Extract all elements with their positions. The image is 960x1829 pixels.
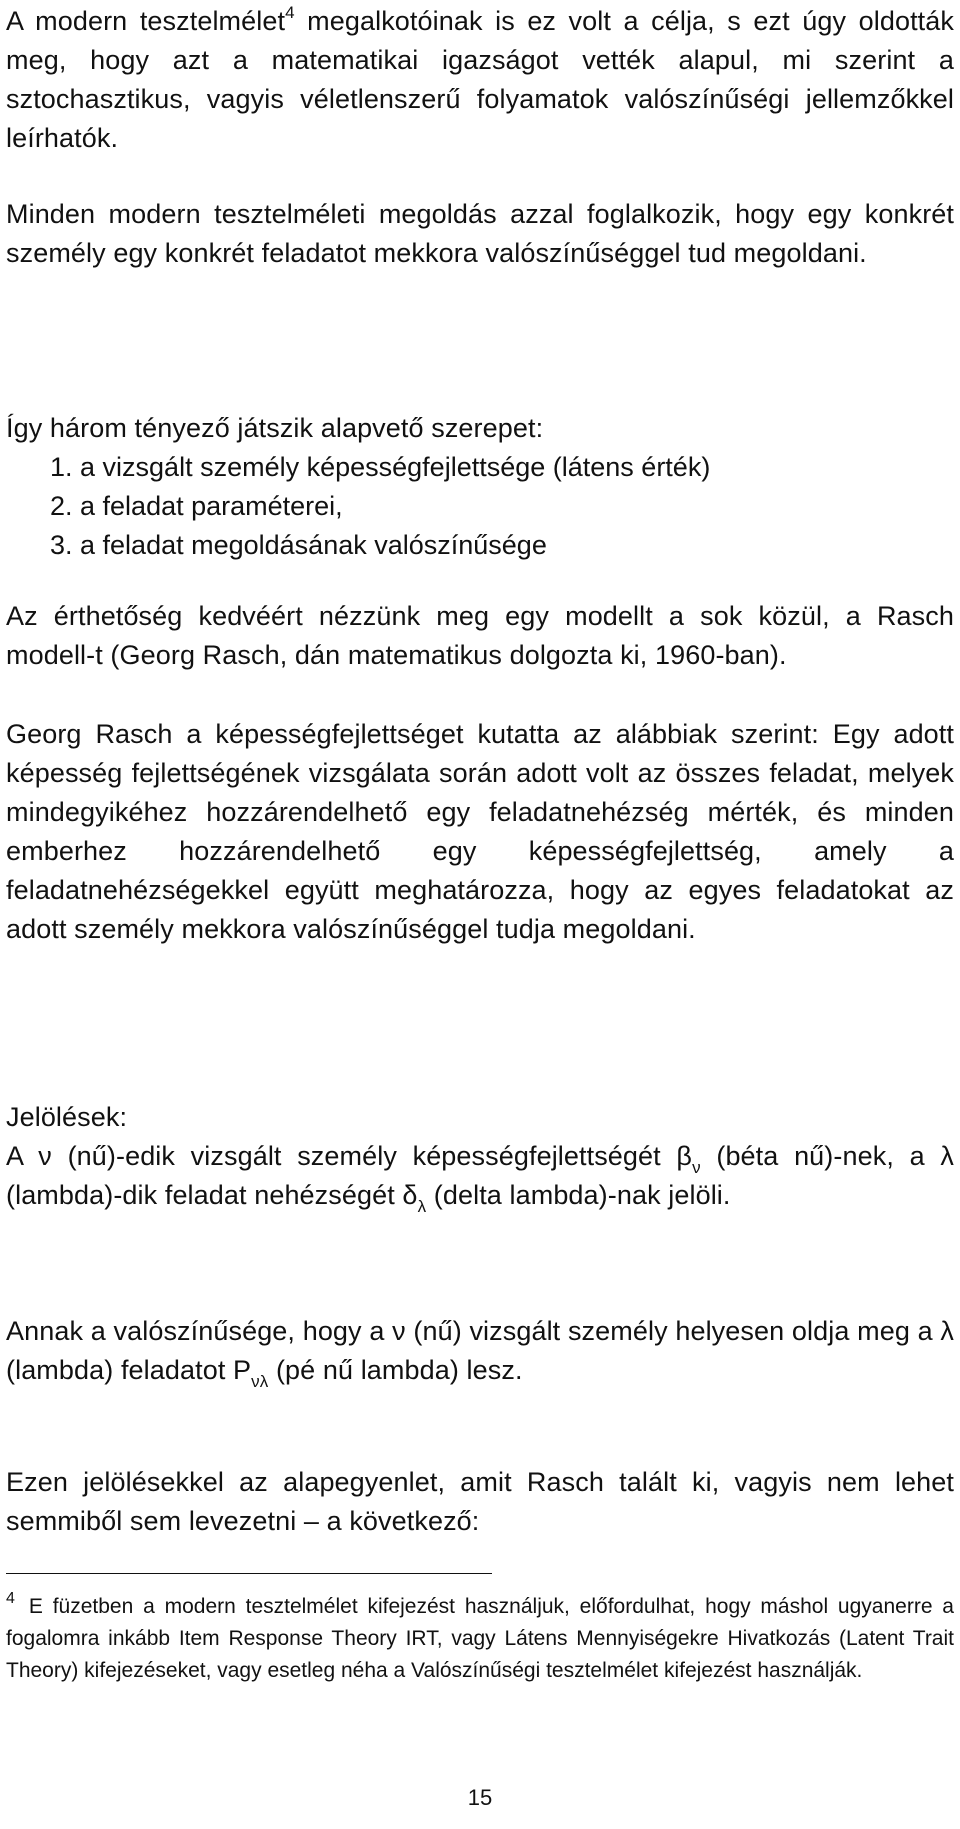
notation-heading: Jelölések: xyxy=(6,1102,128,1132)
paragraph-modern-test-theory xyxy=(6,2,954,158)
footnote-reference[interactable]: 4 xyxy=(285,3,295,22)
footnote-text: E füzetben a modern tesztelmélet kifejezést használjuk, előfordulhat, hogy máshol ugyanerre a fogalomra inkább Item Response Theory IRT, vagy Látens Mennyiségekre Hivatkozás (Latent Trait Theory) kifejezéseket, vagy esetleg néha a Valószínűségi tesztelmélet kifejezést használják. xyxy=(6,1595,954,1682)
list-item: 1. a vizsgált személy képességfejlettsége (látens érték) xyxy=(50,452,711,482)
paragraph-text: A modern tesztelmélet xyxy=(6,6,286,36)
footnote-mark: 4 xyxy=(6,1590,15,1607)
paragraph-rasch-model: Az érthetőség kedvéért nézzünk meg egy modellt a sok közül, a Rasch modell-t (Georg Rasch, dán matematikus dolgozta ki, 1960-ban). xyxy=(6,601,954,670)
paragraph-text: Annak a valószínűsége, hogy a ν (nű) vizsgált személy helyesen oldja meg a λ (lambda) feladatot P xyxy=(6,1316,954,1385)
paragraph-text: (delta lambda)-nak jelöli. xyxy=(426,1180,731,1210)
footnote xyxy=(6,1591,954,1687)
paragraph-text: (béta nű)-nek, a λ (lambda)-dik feladat nehézségét δ xyxy=(6,1141,954,1210)
paragraph-georg-rasch: Georg Rasch a képességfejlettséget kutatta az alábbiak szerint: Egy adott képesség fejlettségének vizsgálata során adott volt az összes feladat, melyek mindegyikéhez hozzárendelhető egy feladatnehézség mérték, és minden emberhez hozzárendelhető egy képességfejlettség, amely a feladatnehézségekkel együtt meghatározza, hogy az egyes feladatokat az adott személy mekkora valószínűséggel tudja megoldani. xyxy=(6,719,954,944)
subscript-nu: ν xyxy=(692,1158,701,1177)
paragraph-base-equation: Ezen jelölésekkel az alapegyenlet, amit Rasch talált ki, vagyis nem lehet semmiből sem levezetni – a következő: xyxy=(6,1467,954,1536)
paragraph-probability xyxy=(6,1312,954,1390)
paragraph-text: (pé nű lambda) lesz. xyxy=(268,1355,523,1385)
page-number: 15 xyxy=(467,1785,493,1810)
footnote-divider xyxy=(6,1573,492,1574)
factor-list xyxy=(50,448,710,565)
paragraph-text: megalkotóinak is ez volt a célja, s ezt úgy oldották meg, hogy azt a matematikai igazságot vették alapul, mi szerint a sztochasztikus, vagyis véletlenszerű folyamatok valószínűségi jellemzőkkel leírhatók. xyxy=(6,6,954,153)
list-item: 2. a feladat paraméterei, xyxy=(50,491,343,521)
paragraph-text: A ν (nű)-edik vizsgált személy képességfejlettségét β xyxy=(6,1141,693,1171)
paragraph-notation xyxy=(6,1137,954,1215)
subscript-nu-lambda: νλ xyxy=(251,1372,269,1391)
paragraph-modern-solutions: Minden modern tesztelméleti megoldás azzal foglalkozik, hogy egy konkrét személy egy konkrét feladatot mekkora valószínűséggel tud megoldani. xyxy=(6,199,954,268)
list-item: 3. a feladat megoldásának valószínűsége xyxy=(50,530,547,560)
list-intro: Így három tényező játszik alapvető szerepet: xyxy=(6,413,544,443)
subscript-lambda: λ xyxy=(417,1197,427,1216)
